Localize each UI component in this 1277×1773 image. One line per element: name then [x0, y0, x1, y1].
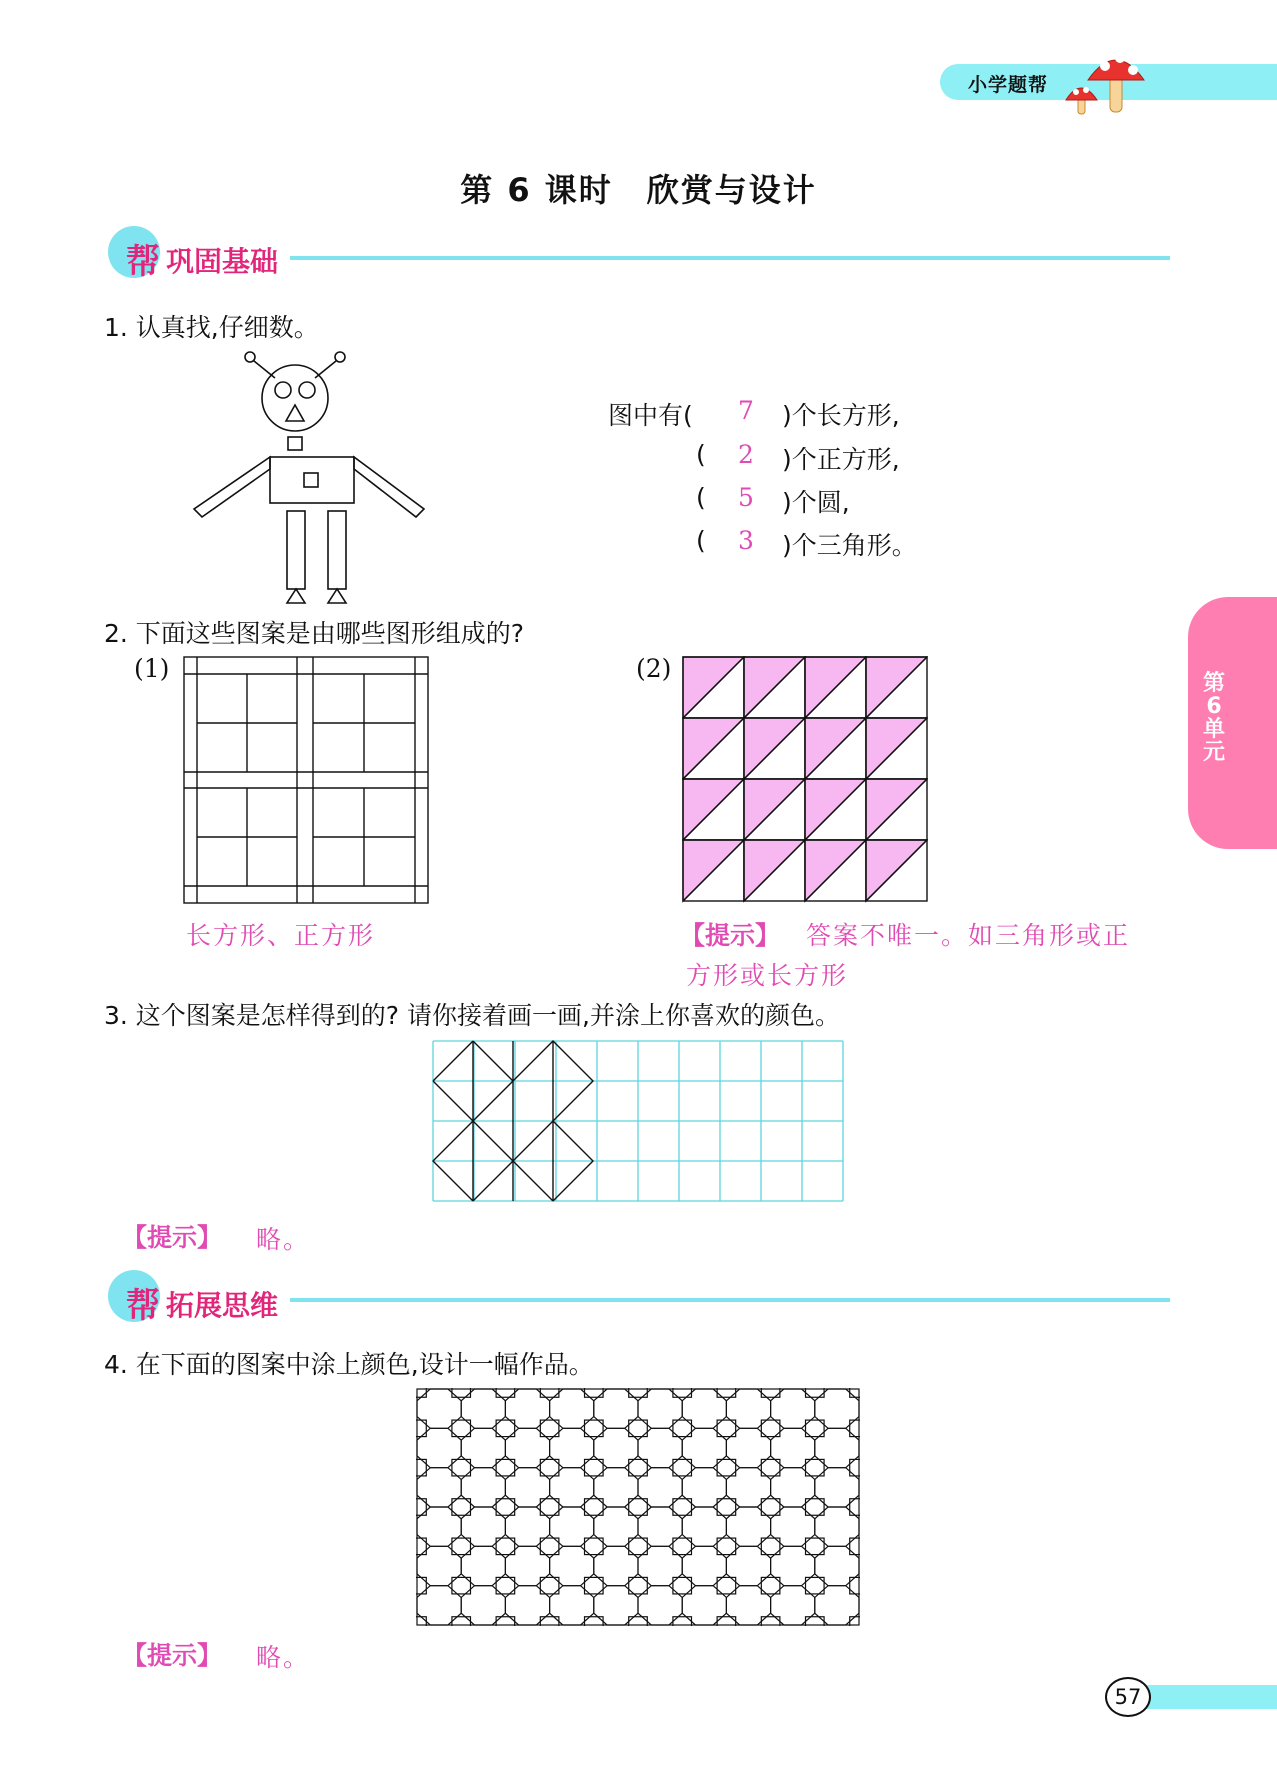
octagon-cell	[726, 1546, 770, 1585]
octagon-cell	[594, 1468, 638, 1507]
octagon-cell	[638, 1389, 682, 1428]
section-divider	[290, 256, 1170, 260]
section-title-expand: 拓展思维	[166, 1289, 279, 1322]
q4-hint-text: 略。	[256, 1643, 311, 1672]
section-badge: 帮	[126, 242, 160, 282]
octagon-cell	[726, 1389, 770, 1428]
q1-line-2-suffix: )个正方形,	[782, 445, 900, 474]
q2-answer-1: 长方形、正方形	[186, 921, 376, 950]
octagon-cell	[638, 1428, 682, 1467]
octagon-cell	[771, 1586, 815, 1625]
q3-hint-label: 【提示】	[122, 1223, 223, 1252]
octagon-cell	[726, 1428, 770, 1467]
octagon-cell	[461, 1546, 505, 1585]
octagon-cell	[815, 1468, 859, 1507]
mushroom-icon	[1060, 44, 1150, 116]
octagon-cell	[550, 1546, 594, 1585]
question-4-prompt: 4. 在下面的图案中涂上颜色,设计一幅作品。	[104, 1350, 594, 1379]
octagon-cell	[771, 1507, 815, 1546]
octagon-cell	[682, 1586, 726, 1625]
q4-hint-label: 【提示】	[122, 1641, 223, 1670]
octagon-cell	[550, 1428, 594, 1467]
octagon-cell	[417, 1546, 461, 1585]
octagon-cell	[505, 1468, 549, 1507]
octagon-cell	[594, 1389, 638, 1428]
octagon-cell	[638, 1586, 682, 1625]
section-divider	[290, 1298, 1170, 1302]
octagon-cell	[505, 1586, 549, 1625]
diamond-pattern-grid[interactable]	[432, 1040, 844, 1202]
q2-label-2: (2)	[636, 654, 672, 683]
robot-figure	[190, 345, 440, 607]
octagon-cell	[771, 1468, 815, 1507]
octagon-cell	[505, 1428, 549, 1467]
octagon-cell	[815, 1586, 859, 1625]
lesson-title: 第 6 课时 欣赏与设计	[460, 171, 817, 209]
octagon-cell	[682, 1546, 726, 1585]
q1-line-2-prefix: (	[696, 440, 706, 469]
q1-line-1-suffix: )个长方形,	[782, 401, 900, 430]
octagon-cell	[594, 1546, 638, 1585]
octagon-cell	[682, 1507, 726, 1546]
octagon-cell	[815, 1389, 859, 1428]
octagon-cell	[815, 1507, 859, 1546]
octagon-cell	[461, 1389, 505, 1428]
unit-side-tab-label: 第6单元	[1202, 671, 1225, 765]
q1-line-4-suffix: )个三角形。	[782, 531, 917, 560]
q2-hint-label: 【提示】	[680, 921, 781, 950]
question-2-prompt: 2. 下面这些图案是由哪些图形组成的?	[104, 619, 525, 648]
octagon-cell	[461, 1468, 505, 1507]
octagon-cell	[550, 1389, 594, 1428]
section-badge: 帮	[126, 1286, 160, 1326]
q1-line-3-suffix: )个圆,	[782, 488, 850, 517]
octagon-cell	[461, 1428, 505, 1467]
octagon-cell	[417, 1428, 461, 1467]
octagon-cell	[638, 1507, 682, 1546]
octagon-cell	[505, 1389, 549, 1428]
q3-hint-text: 略。	[256, 1225, 311, 1254]
octagon-cell	[815, 1428, 859, 1467]
q2-label-1: (1)	[134, 654, 170, 683]
pattern-rectangles-squares	[183, 656, 429, 904]
octagon-cell	[638, 1468, 682, 1507]
octagon-cell	[726, 1507, 770, 1546]
octagon-cell	[505, 1507, 549, 1546]
octagon-cell	[461, 1586, 505, 1625]
q1-line-1-prefix: 图中有(	[608, 401, 693, 430]
octagon-cell	[417, 1586, 461, 1625]
octagon-cell	[594, 1428, 638, 1467]
pattern-triangles	[682, 656, 928, 904]
page-number-bar	[1130, 1685, 1277, 1709]
octagon-cell	[461, 1507, 505, 1546]
q1-answer-rectangles: 7	[738, 396, 754, 425]
octagon-cell	[771, 1389, 815, 1428]
octagon-cell	[726, 1586, 770, 1625]
octagon-cell	[505, 1546, 549, 1585]
octagon-cell	[550, 1468, 594, 1507]
octagon-cell	[594, 1507, 638, 1546]
octagon-cell	[682, 1468, 726, 1507]
octagon-cell	[682, 1428, 726, 1467]
question-1-prompt: 1. 认真找,仔细数。	[104, 313, 319, 342]
page-number: 57	[1105, 1677, 1151, 1717]
octagon-cell	[771, 1546, 815, 1585]
octagon-cell	[726, 1468, 770, 1507]
q1-line-3-prefix: (	[696, 483, 706, 512]
section-title-consolidate: 巩固基础	[166, 245, 279, 278]
octagon-cell	[417, 1468, 461, 1507]
q1-answer-triangles: 3	[738, 526, 754, 555]
octagon-cell	[771, 1428, 815, 1467]
octagon-pattern[interactable]	[416, 1388, 860, 1626]
q1-answer-squares: 2	[738, 440, 754, 469]
q2-hint-line-2: 方形或长方形	[686, 961, 849, 990]
octagon-cell	[417, 1507, 461, 1546]
q1-line-4-prefix: (	[696, 526, 706, 555]
octagon-cell	[815, 1546, 859, 1585]
brand-name: 小学题帮	[968, 74, 1049, 96]
q1-answer-circles: 5	[738, 483, 754, 512]
question-3-prompt: 3. 这个图案是怎样得到的? 请你接着画一画,并涂上你喜欢的颜色。	[104, 1001, 840, 1030]
octagon-cell	[550, 1586, 594, 1625]
octagon-cell	[550, 1507, 594, 1546]
octagon-cell	[638, 1546, 682, 1585]
octagon-cell	[594, 1586, 638, 1625]
octagon-cell	[682, 1389, 726, 1428]
q2-hint-line-1: 答案不唯一。如三角形或正	[806, 921, 1131, 950]
octagon-cell	[417, 1389, 461, 1428]
